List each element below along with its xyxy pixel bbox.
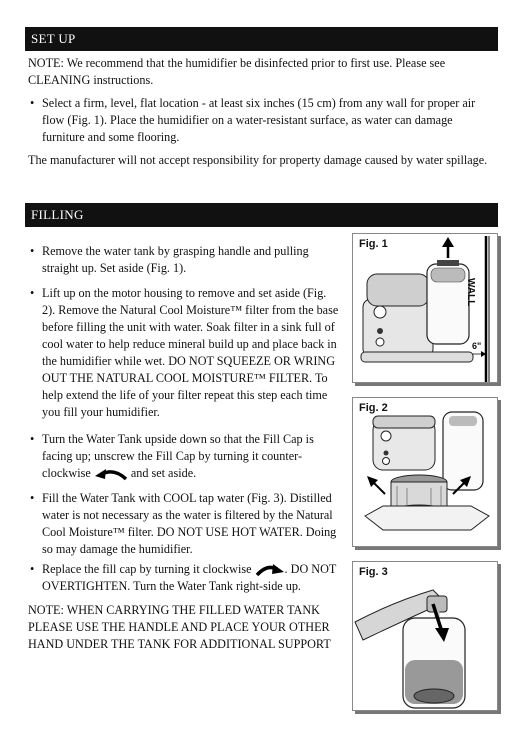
filling-step-5 (28, 561, 342, 595)
figure-3 (352, 561, 498, 711)
setup-disclaimer: The manufacturer will not accept responsibility for property damage caused by water spillage. (28, 153, 488, 167)
figure-1 (352, 233, 498, 383)
setup-heading: SET UP (25, 27, 498, 51)
step-text: Remove the water tank by grasping handle and pulling straight up. Set aside (Fig. 1). (42, 244, 309, 275)
step-text-end: . DO NOT OVERTIGHTEN. Turn the Water Tank right-side up. (42, 562, 337, 593)
step-text: Lift up on the motor housing to remove and set aside (Fig. 2). Remove the Natural Cool Moisture™ filter from the base before filling the unit with water. Soak filter in a sink full of cool water to help reduce mineral build up and place back in the humidifier while wet. DO NOT SQUEEZE OR WRING OUT THE NATURAL COOL MOISTURE™ FILTER. To help extend the life of your filter repeat this step each time you fill your humidifier. (42, 286, 339, 419)
wall-gap-label: 6" (472, 341, 482, 351)
filling-caution: NOTE: WHEN CARRYING THE FILLED WATER TANK PLEASE USE THE HANDLE AND PLACE YOUR OTHER HAND UNDER THE TANK FOR ADDITIONAL SUPPORT (28, 603, 331, 651)
filling-step-1 (28, 243, 342, 277)
filling-step-2 (28, 285, 342, 421)
bullet-icon: • (30, 432, 35, 446)
figure-3-label: Fig. 3 (359, 566, 388, 578)
step-text: Turn the Water Tank upside down so that the Fill Cap is facing up; unscrew the Fill Cap by turning it counter-clockwise (42, 432, 314, 480)
wall-label: WALL (465, 278, 476, 307)
setup-bullet (28, 95, 496, 146)
humidifier-wall-illustration (353, 234, 499, 384)
bullet-icon: • (30, 96, 35, 110)
bullet-icon: • (30, 286, 35, 300)
filling-step-4 (28, 490, 342, 558)
clockwise-arrow-icon (255, 563, 285, 577)
bullet-icon: • (30, 562, 35, 576)
counterclockwise-arrow-icon (94, 467, 128, 481)
figure-1-label: Fig. 1 (359, 238, 388, 250)
step-text-end: and set aside. (130, 466, 197, 480)
setup-bullet-text: Select a firm, level, flat location - at least six inches (15 cm) from any wall for proper air flow (Fig. 1). Place the humidifier on a water-resistant surface, as water can damage furniture and some flooring. (42, 96, 476, 144)
step-text: Replace the fill cap by turning it clockwise (42, 562, 252, 576)
setup-note: NOTE: We recommend that the humidifier be disinfected prior to first use. Please see CLEANING instructions. (28, 56, 446, 87)
bullet-icon: • (30, 491, 35, 505)
step-text: Fill the Water Tank with COOL tap water (Fig. 3). Distilled water is not necessary as the water is filtered by the Natural Cool Moisture™ filter. DO NOT USE HOT WATER. Doing so may damage the humidifier. (42, 491, 337, 556)
filling-step-3 (28, 431, 342, 482)
tank-filling-illustration (353, 562, 499, 712)
figure-2-label: Fig. 2 (359, 402, 388, 414)
filling-heading: FILLING (25, 203, 498, 227)
figure-2 (352, 397, 498, 547)
humidifier-disassembly-illustration (353, 398, 499, 548)
bullet-icon: • (30, 244, 35, 258)
